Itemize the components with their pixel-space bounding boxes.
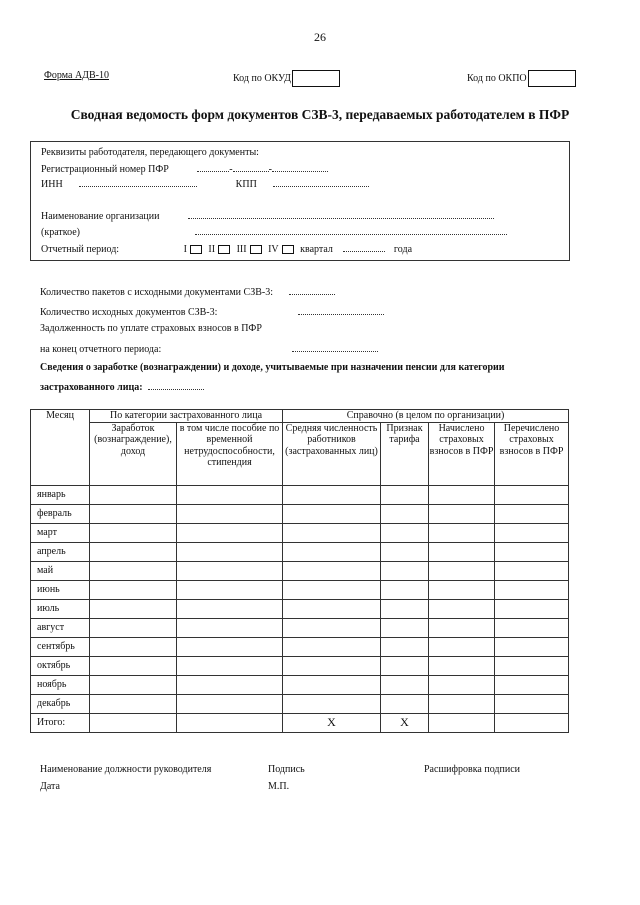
earnings-cell[interactable] <box>90 580 177 599</box>
tariff-cell[interactable] <box>381 675 429 694</box>
transferred-cell[interactable] <box>495 637 569 656</box>
docs-count-row <box>40 305 384 318</box>
inn-label: ИНН <box>41 179 63 190</box>
earnings-cell[interactable] <box>90 523 177 542</box>
kpp-label: КПП <box>235 179 257 190</box>
month-label: июль <box>31 599 90 618</box>
org-name-input[interactable] <box>188 209 494 219</box>
total-avg-count-cell: X <box>283 713 381 732</box>
avg-count-cell[interactable] <box>283 542 381 561</box>
benefit-cell[interactable] <box>177 599 283 618</box>
org-short-row <box>41 225 507 238</box>
reg-number-row: Регистрационный номер ПФР - - <box>41 162 328 175</box>
tariff-cell[interactable] <box>381 694 429 713</box>
okpo-label: Код по ОКПО <box>467 72 527 84</box>
quarter-4-checkbox[interactable] <box>282 245 294 254</box>
total-earnings-cell[interactable] <box>90 713 177 732</box>
tariff-cell[interactable] <box>381 580 429 599</box>
benefit-cell[interactable] <box>177 580 283 599</box>
form-code-label: Форма АДВ-10 <box>44 70 109 81</box>
transferred-cell[interactable] <box>495 694 569 713</box>
reg-number-label: Регистрационный номер ПФР <box>41 164 169 175</box>
benefit-cell[interactable] <box>177 618 283 637</box>
total-transferred-cell[interactable] <box>495 713 569 732</box>
accrued-cell[interactable] <box>429 694 495 713</box>
quarter-4-label: IV <box>268 244 279 255</box>
col-earnings-header: Заработок (вознаграждение), доход <box>90 422 177 485</box>
debt-row <box>40 342 378 355</box>
table-row <box>31 504 569 523</box>
group-reference-header: Справочно (в целом по организации) <box>283 410 569 423</box>
transferred-cell[interactable] <box>495 599 569 618</box>
avg-count-cell[interactable] <box>283 675 381 694</box>
table-row <box>31 542 569 561</box>
okpo-input-box[interactable] <box>528 70 576 87</box>
tariff-cell[interactable] <box>381 618 429 637</box>
quarter-word: квартал <box>300 244 333 255</box>
benefit-cell[interactable] <box>177 675 283 694</box>
transferred-cell[interactable] <box>495 656 569 675</box>
tariff-cell[interactable] <box>381 599 429 618</box>
table-row <box>31 599 569 618</box>
debt-label-line-2: на конец отчетного периода: <box>40 344 162 355</box>
signature-label: Подпись <box>268 764 305 775</box>
benefit-cell[interactable] <box>177 523 283 542</box>
transferred-cell[interactable] <box>495 618 569 637</box>
col-accrued-header: Начислено страховых взносов в ПФР <box>429 422 495 485</box>
packs-count-label: Количество пакетов с исходными документами СЗВ-3: <box>40 287 273 298</box>
accrued-cell[interactable] <box>429 561 495 580</box>
avg-count-cell[interactable] <box>283 504 381 523</box>
total-accrued-cell[interactable] <box>429 713 495 732</box>
tariff-cell[interactable] <box>381 561 429 580</box>
month-label: июнь <box>31 580 90 599</box>
tariff-cell[interactable] <box>381 656 429 675</box>
earnings-label-line-2: застрахованного лица: <box>40 382 143 393</box>
col-benefit-header: в том числе пособие по временной нетрудоспособности, стипендия <box>177 422 283 485</box>
earnings-table <box>30 409 569 733</box>
accrued-cell[interactable] <box>429 675 495 694</box>
total-benefit-cell[interactable] <box>177 713 283 732</box>
earnings-cell[interactable] <box>90 637 177 656</box>
month-label: апрель <box>31 542 90 561</box>
col-month-header: Месяц <box>31 410 90 486</box>
quarter-2-label: II <box>208 244 216 255</box>
month-label: октябрь <box>31 656 90 675</box>
earnings-cell[interactable] <box>90 694 177 713</box>
month-label: май <box>31 561 90 580</box>
accrued-cell[interactable] <box>429 485 495 504</box>
group-insured-header: По категории застрахованного лица <box>90 410 283 423</box>
org-short-input[interactable] <box>195 225 507 235</box>
table-row <box>31 694 569 713</box>
col-transferred-header: Перечислено страховых взносов в ПФР <box>495 422 569 485</box>
date-label: Дата <box>40 781 60 792</box>
okud-field <box>233 70 340 87</box>
avg-count-cell[interactable] <box>283 618 381 637</box>
total-label: Итого: <box>31 713 90 732</box>
total-row <box>31 713 569 732</box>
accrued-cell[interactable] <box>429 580 495 599</box>
table-row <box>31 637 569 656</box>
earnings-cell[interactable] <box>90 618 177 637</box>
accrued-cell[interactable] <box>429 637 495 656</box>
debt-input[interactable] <box>292 342 378 352</box>
position-label: Наименование должности руководителя <box>40 764 212 775</box>
reg-number-part-2[interactable] <box>233 162 269 172</box>
avg-count-cell[interactable] <box>283 637 381 656</box>
avg-count-cell[interactable] <box>283 523 381 542</box>
month-label: август <box>31 618 90 637</box>
accrued-cell[interactable] <box>429 599 495 618</box>
page-number: 26 <box>314 30 326 44</box>
transferred-cell[interactable] <box>495 504 569 523</box>
accrued-cell[interactable] <box>429 523 495 542</box>
table-row <box>31 523 569 542</box>
org-name-label: Наименование организации <box>41 211 160 222</box>
earnings-cell[interactable] <box>90 542 177 561</box>
table-row <box>31 561 569 580</box>
quarter-3-label: III <box>236 244 247 255</box>
stamp-label: М.П. <box>268 781 290 792</box>
earnings-category-row <box>40 380 204 393</box>
month-label: март <box>31 523 90 542</box>
transferred-cell[interactable] <box>495 542 569 561</box>
requisites-heading: Реквизиты работодателя, передающего документы: <box>41 147 259 158</box>
quarter-1-checkbox[interactable] <box>190 245 202 254</box>
docs-count-label: Количество исходных документов СЗВ-3: <box>40 307 218 318</box>
avg-count-cell[interactable] <box>283 561 381 580</box>
benefit-cell[interactable] <box>177 504 283 523</box>
avg-count-cell[interactable] <box>283 599 381 618</box>
accrued-cell[interactable] <box>429 656 495 675</box>
document-title: Сводная ведомость форм документов СЗВ-3, передаваемых работодателем в ПФР <box>70 107 570 122</box>
quarter-2-checkbox[interactable] <box>218 245 230 254</box>
org-short-label: (краткое) <box>41 227 80 238</box>
month-label: ноябрь <box>31 675 90 694</box>
benefit-cell[interactable] <box>177 656 283 675</box>
total-tariff-cell: X <box>381 713 429 732</box>
inn-input[interactable] <box>79 177 197 187</box>
period-row <box>41 242 412 255</box>
table-row <box>31 580 569 599</box>
insured-category-input[interactable] <box>148 380 204 390</box>
tariff-cell[interactable] <box>381 504 429 523</box>
transferred-cell[interactable] <box>495 675 569 694</box>
year-word: года <box>393 244 413 255</box>
accrued-cell[interactable] <box>429 542 495 561</box>
month-label: январь <box>31 485 90 504</box>
transferred-cell[interactable] <box>495 485 569 504</box>
avg-count-cell[interactable] <box>283 694 381 713</box>
earnings-cell[interactable] <box>90 561 177 580</box>
avg-count-cell[interactable] <box>283 580 381 599</box>
quarter-3-checkbox[interactable] <box>250 245 262 254</box>
reg-number-part-1[interactable] <box>197 162 229 172</box>
packs-count-input[interactable] <box>289 285 335 295</box>
table-row <box>31 675 569 694</box>
year-input[interactable] <box>343 242 385 252</box>
earnings-cell[interactable] <box>90 599 177 618</box>
signature-decode-label: Расшифровка подписи <box>424 764 520 775</box>
okud-label: Код по ОКУД <box>233 72 291 84</box>
earnings-cell[interactable] <box>90 656 177 675</box>
table-row <box>31 618 569 637</box>
earnings-cell[interactable] <box>90 504 177 523</box>
tariff-cell[interactable] <box>381 485 429 504</box>
table-row <box>31 656 569 675</box>
benefit-cell[interactable] <box>177 542 283 561</box>
benefit-cell[interactable] <box>177 694 283 713</box>
accrued-cell[interactable] <box>429 618 495 637</box>
tariff-cell[interactable] <box>381 542 429 561</box>
table-row <box>31 485 569 504</box>
quarter-1-label: I <box>183 244 187 255</box>
month-rows <box>31 485 569 713</box>
month-label: сентябрь <box>31 637 90 656</box>
packs-count-row <box>40 285 335 298</box>
benefit-cell[interactable] <box>177 561 283 580</box>
avg-count-cell[interactable] <box>283 485 381 504</box>
earnings-cell[interactable] <box>90 485 177 504</box>
tariff-cell[interactable] <box>381 637 429 656</box>
tariff-cell[interactable] <box>381 523 429 542</box>
kpp-input[interactable] <box>273 177 369 187</box>
reg-number-part-3[interactable] <box>272 162 328 172</box>
earnings-cell[interactable] <box>90 675 177 694</box>
inn-kpp-row <box>41 177 369 190</box>
col-avg-count-header: Средняя численность работников (застрахованных лиц) <box>283 422 381 485</box>
avg-count-cell[interactable] <box>283 656 381 675</box>
month-label: февраль <box>31 504 90 523</box>
transferred-cell[interactable] <box>495 580 569 599</box>
col-tariff-header: Признак тарифа <box>381 422 429 485</box>
org-name-row <box>41 209 494 222</box>
benefit-cell[interactable] <box>177 485 283 504</box>
transferred-cell[interactable] <box>495 523 569 542</box>
transferred-cell[interactable] <box>495 561 569 580</box>
okud-input-box[interactable] <box>292 70 340 87</box>
debt-label-line-1: Задолженность по уплате страховых взносов в ПФР <box>40 323 262 334</box>
okpo-field <box>467 70 576 87</box>
earnings-label-line-1: Сведения о заработке (вознаграждении) и доходе, учитываемые при назначении пенсии для категории <box>40 362 505 373</box>
accrued-cell[interactable] <box>429 504 495 523</box>
docs-count-input[interactable] <box>298 305 384 315</box>
benefit-cell[interactable] <box>177 637 283 656</box>
period-label: Отчетный период: <box>41 244 120 255</box>
month-label: декабрь <box>31 694 90 713</box>
employer-requisites-box <box>30 141 570 261</box>
